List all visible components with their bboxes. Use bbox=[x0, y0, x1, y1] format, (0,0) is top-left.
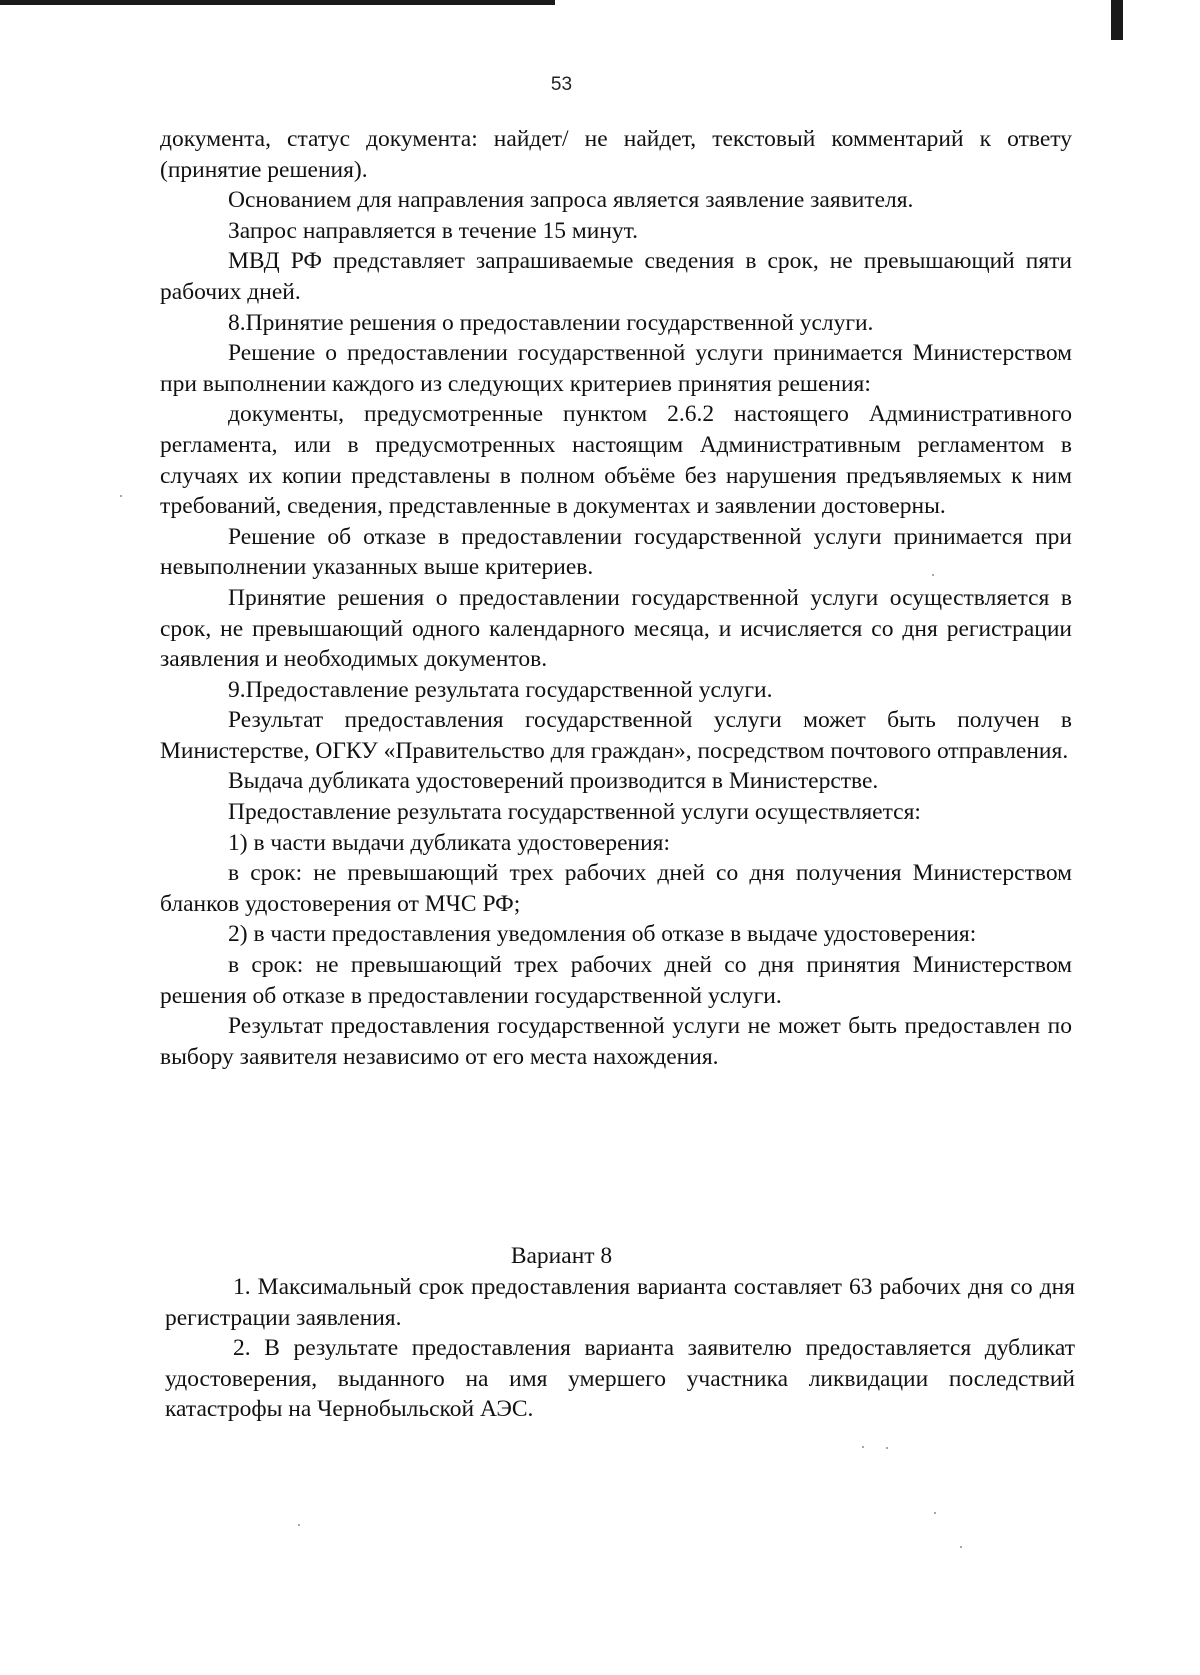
paragraph: Результат предоставления государственной услуги может быть получен в Министерстве, ОГКУ «Правительство для граждан», посредством почтового отправления. bbox=[160, 707, 1072, 764]
variant-body bbox=[165, 1272, 1075, 1425]
scan-speck bbox=[960, 1546, 962, 1548]
paragraph: Запрос направляется в течение 15 минут. bbox=[228, 217, 639, 244]
scan-edge-corner bbox=[1111, 0, 1123, 40]
paragraph: Решение об отказе в предоставлении государственной услуги принимается при невыполнении указанных выше критериев. bbox=[160, 523, 1072, 581]
paragraph: документы, предусмотренные пунктом 2.6.2 настоящего Административного регламента, или в предусмотренных настоящим Административным регламентом в случаях их копии представлены в полном объёме без нарушения предъявляемых к ним требований, сведения, представленные в документах и заявлении достоверны. bbox=[160, 401, 1072, 520]
paragraph: в срок: не превышающий трех рабочих дней со дня получения Министерством бланков удостоверения от МЧС РФ; bbox=[160, 860, 1072, 917]
scan-speck bbox=[120, 495, 122, 497]
list-item: 2) в части предоставления уведомления об отказе в выдаче удостоверения: bbox=[228, 921, 977, 948]
paragraph: Выдача дубликата удостоверений производится в Министерстве. bbox=[228, 768, 879, 795]
scan-speck bbox=[886, 1447, 888, 1449]
page-number: 53 bbox=[550, 74, 573, 95]
variant-heading: Вариант 8 bbox=[510, 1243, 613, 1269]
paragraph: МВД РФ представляет запрашиваемые сведения в срок, не превышающий пяти рабочих дней. bbox=[160, 248, 1072, 305]
paragraph: Принятие решения о предоставлении государственной услуги осуществляется в срок, не превышающий одного календарного месяца, и исчисляется со дня регистрации заявления и необходимых документов. bbox=[160, 584, 1072, 673]
paragraph-continuation: документа, статус документа: найдет/ не найдет, текстовый комментарий к ответу (принятие решения). bbox=[160, 126, 1072, 183]
scan-speck bbox=[934, 1512, 936, 1514]
section-item-heading: 8.Принятие решения о предоставлении государственной услуги. bbox=[228, 309, 874, 336]
document-body bbox=[160, 124, 1072, 1072]
variant-item: 2. В результате предоставления варианта заявителю предоставляется дубликат удостоверения, выданного на имя умершего участника ликвидации последствий катастрофы на Чернобыльской АЭС. bbox=[165, 1335, 1075, 1423]
section-item-heading: 9.Предоставление результата государственной услуги. bbox=[228, 676, 773, 703]
paragraph: Основанием для направления запроса является заявление заявителя. bbox=[228, 187, 914, 214]
scan-speck bbox=[298, 1524, 300, 1526]
paragraph: Предоставление результата государственной услуги осуществляется: bbox=[228, 799, 921, 826]
paragraph: Результат предоставления государственной услуги не может быть предоставлен по выбору заявителя независимо от его места нахождения. bbox=[160, 1013, 1072, 1070]
scan-speck bbox=[932, 574, 934, 576]
list-item: 1) в части выдачи дубликата удостоверения: bbox=[228, 829, 671, 856]
scan-speck bbox=[862, 1446, 864, 1448]
variant-item: 1. Максимальный срок предоставления варианта составляет 63 рабочих дня со дня регистрации заявления. bbox=[165, 1274, 1075, 1331]
paragraph: Решение о предоставлении государственной услуги принимается Министерством при выполнении каждого из следующих критериев принятия решения: bbox=[160, 340, 1072, 397]
scan-edge-top bbox=[0, 0, 555, 5]
paragraph: в срок: не превышающий трех рабочих дней со дня принятия Министерством решения об отказе в предоставлении государственной услуги. bbox=[160, 952, 1072, 1009]
